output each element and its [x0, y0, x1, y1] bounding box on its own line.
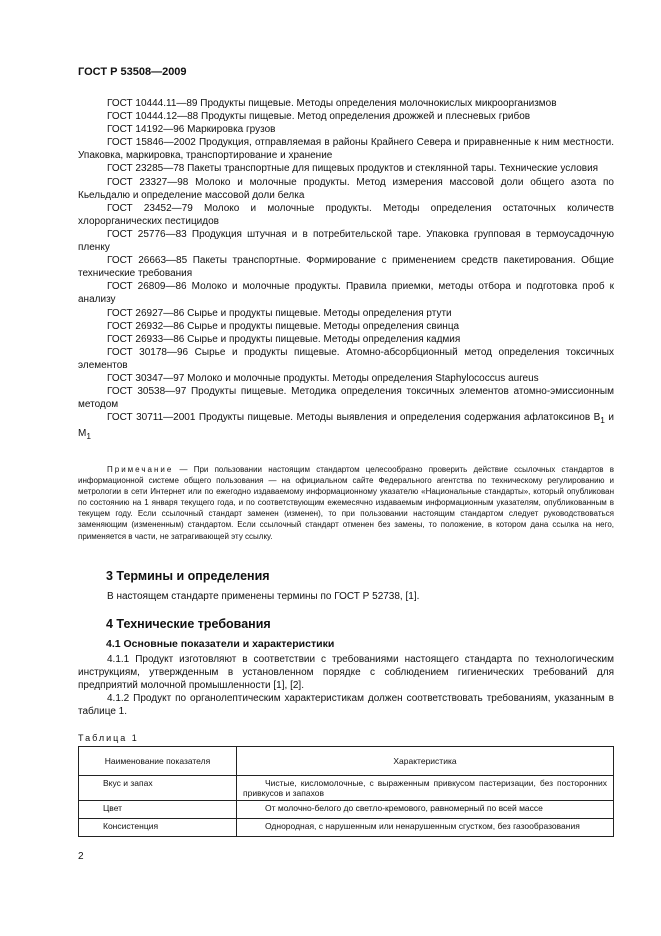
note-text: — При пользовании настоящим стандартом целесообразно проверить действие ссылочных стандартов в информационной системе общего пользования — на официальном сайте Федерального агентства по техническому регулированию и метрологии в сети Интернет или по ежегодно издаваемому информационному указателю «Национальные стандарты», который опубликован по состоянию на 1 января текущего года, и по соответствующим ежемесячно издаваемым информационным указателям, опубликованным в текущем году. Если ссылочный стандарт заменен (изменен), то при пользовании настоящим стандартом следует руководствоваться заменяющим (измененным) стандартом. Если ссылочный стандарт отменен без замены, то положение, в котором дана ссылка на него, применяется в части, не затрагивающей эту ссылку.: [78, 465, 614, 541]
ref-item: ГОСТ 10444.12—88 Продукты пищевые. Метод определения дрожжей и плесневых грибов: [107, 111, 531, 123]
section-4-title: 4 Технические требования: [106, 617, 271, 631]
table-row: [79, 819, 614, 837]
section-3-title: 3 Термины и определения: [106, 569, 270, 583]
subscript: 1: [86, 431, 91, 442]
ref-last-text: ГОСТ 30711—2001 Продукты пищевые. Методы выявления и определения содержания афлатоксинов В: [107, 412, 601, 424]
table-cell: Цвет: [79, 801, 237, 819]
ref-item: ГОСТ 26933—86 Сырье и продукты пищевые. Методы определения кадмия: [107, 333, 461, 345]
table-row: [79, 776, 614, 801]
table-cell: Однородная, с нарушенным или ненарушенным сгустком, без газообразования: [237, 819, 614, 837]
ref-item: ГОСТ 26809—86 Молоко и молочные продукты. Правила приемки, методы отбора и подготовка проб к анализу: [78, 281, 614, 306]
ref-item: ГОСТ 23452—79 Молоко и молочные продукты. Методы определения остаточных количеств хлорорганических пестицидов: [78, 202, 614, 227]
ref-item: ГОСТ 30178—96 Сырье и продукты пищевые. Атомно-абсорбционный метод определения токсичных элементов: [78, 346, 614, 371]
table-header-cell: Характеристика: [237, 747, 614, 776]
document-header: ГОСТ Р 53508—2009: [78, 66, 187, 78]
table-cell: Вкус и запах: [79, 776, 237, 801]
page-number: 2: [78, 851, 84, 862]
ref-item-last: [78, 411, 614, 443]
ref-item: ГОСТ 30538—97 Продукты пищевые. Методика определения токсичных элементов атомно-эмиссионным методом: [78, 386, 614, 411]
ref-item: ГОСТ 23285—78 Пакеты транспортные для пищевых продуктов и стеклянной тары. Технические условия: [107, 163, 599, 175]
ref-item: ГОСТ 26663—85 Пакеты транспортные. Формирование с применением средств пакетирования. Общие технические требования: [78, 255, 614, 280]
ref-item: ГОСТ 14192—96 Маркировка грузов: [107, 124, 276, 136]
table-row: [79, 801, 614, 819]
ref-item: ГОСТ 10444.11—89 Продукты пищевые. Методы определения молочнокислых микроорганизмов: [107, 98, 557, 109]
paragraph-4-1-1: 4.1.1 Продукт изготовляют в соответствии с требованиями настоящего стандарта по технологическим инструкциям, утвержденным в установленном порядке с соблюдением гигиенических требований для предприятий молочной промышленности [1], [2].: [78, 654, 614, 692]
section-4-body: [78, 653, 614, 718]
table-cell: Консистенция: [79, 819, 237, 837]
requirements-table: [78, 746, 614, 837]
note-paragraph: [78, 464, 614, 542]
ref-item: ГОСТ 15846—2002 Продукция, отправляемая в районы Крайнего Севера и приравненные к ним местности. Упаковка, маркировка, транспортирование и хранение: [78, 137, 614, 162]
table-header-row: [79, 747, 614, 776]
ref-item: ГОСТ 26932—86 Сырье и продукты пищевые. Методы определения свинца: [107, 320, 460, 332]
section-3-text: В настоящем стандарте применены термины по ГОСТ Р 52738, [1].: [107, 591, 420, 602]
ref-item: ГОСТ 25776—83 Продукция штучная и в потребительской таре. Упаковка групповая в термоусадочную пленку: [78, 228, 614, 254]
ref-item: ГОСТ 30347—97 Молоко и молочные продукты. Методы определения Staphylococcus aureus: [107, 372, 539, 384]
paragraph-4-1-2: 4.1.2 Продукт по органолептическим характеристикам должен соответствовать требованиям, указанным в таблице 1.: [78, 693, 614, 718]
subsection-4-1-title: 4.1 Основные показатели и характеристики: [106, 638, 335, 650]
subscript: 1: [600, 415, 605, 426]
table-caption: Таблица 1: [78, 733, 139, 743]
ref-item: ГОСТ 23327—98 Молоко и молочные продукты. Метод измерения массовой доли общего азота по Кьельдалю и определение массовой доли белка: [78, 176, 614, 201]
note-block: [78, 464, 614, 542]
normative-references: [78, 97, 614, 443]
table-cell: Чистые, кисломолочные, с выраженным привкусом пастеризации, без посторонних привкусов и запахов: [237, 776, 614, 801]
table-header-cell: Наименование показателя: [79, 747, 237, 776]
note-label: Примечание: [107, 465, 174, 474]
table-cell: От молочно-белого до светло-кремового, равномерный по всей массе: [237, 801, 614, 819]
ref-last-mid: и М: [78, 412, 614, 440]
ref-item: ГОСТ 26927—86 Сырье и продукты пищевые. Методы определения ртути: [107, 307, 452, 319]
